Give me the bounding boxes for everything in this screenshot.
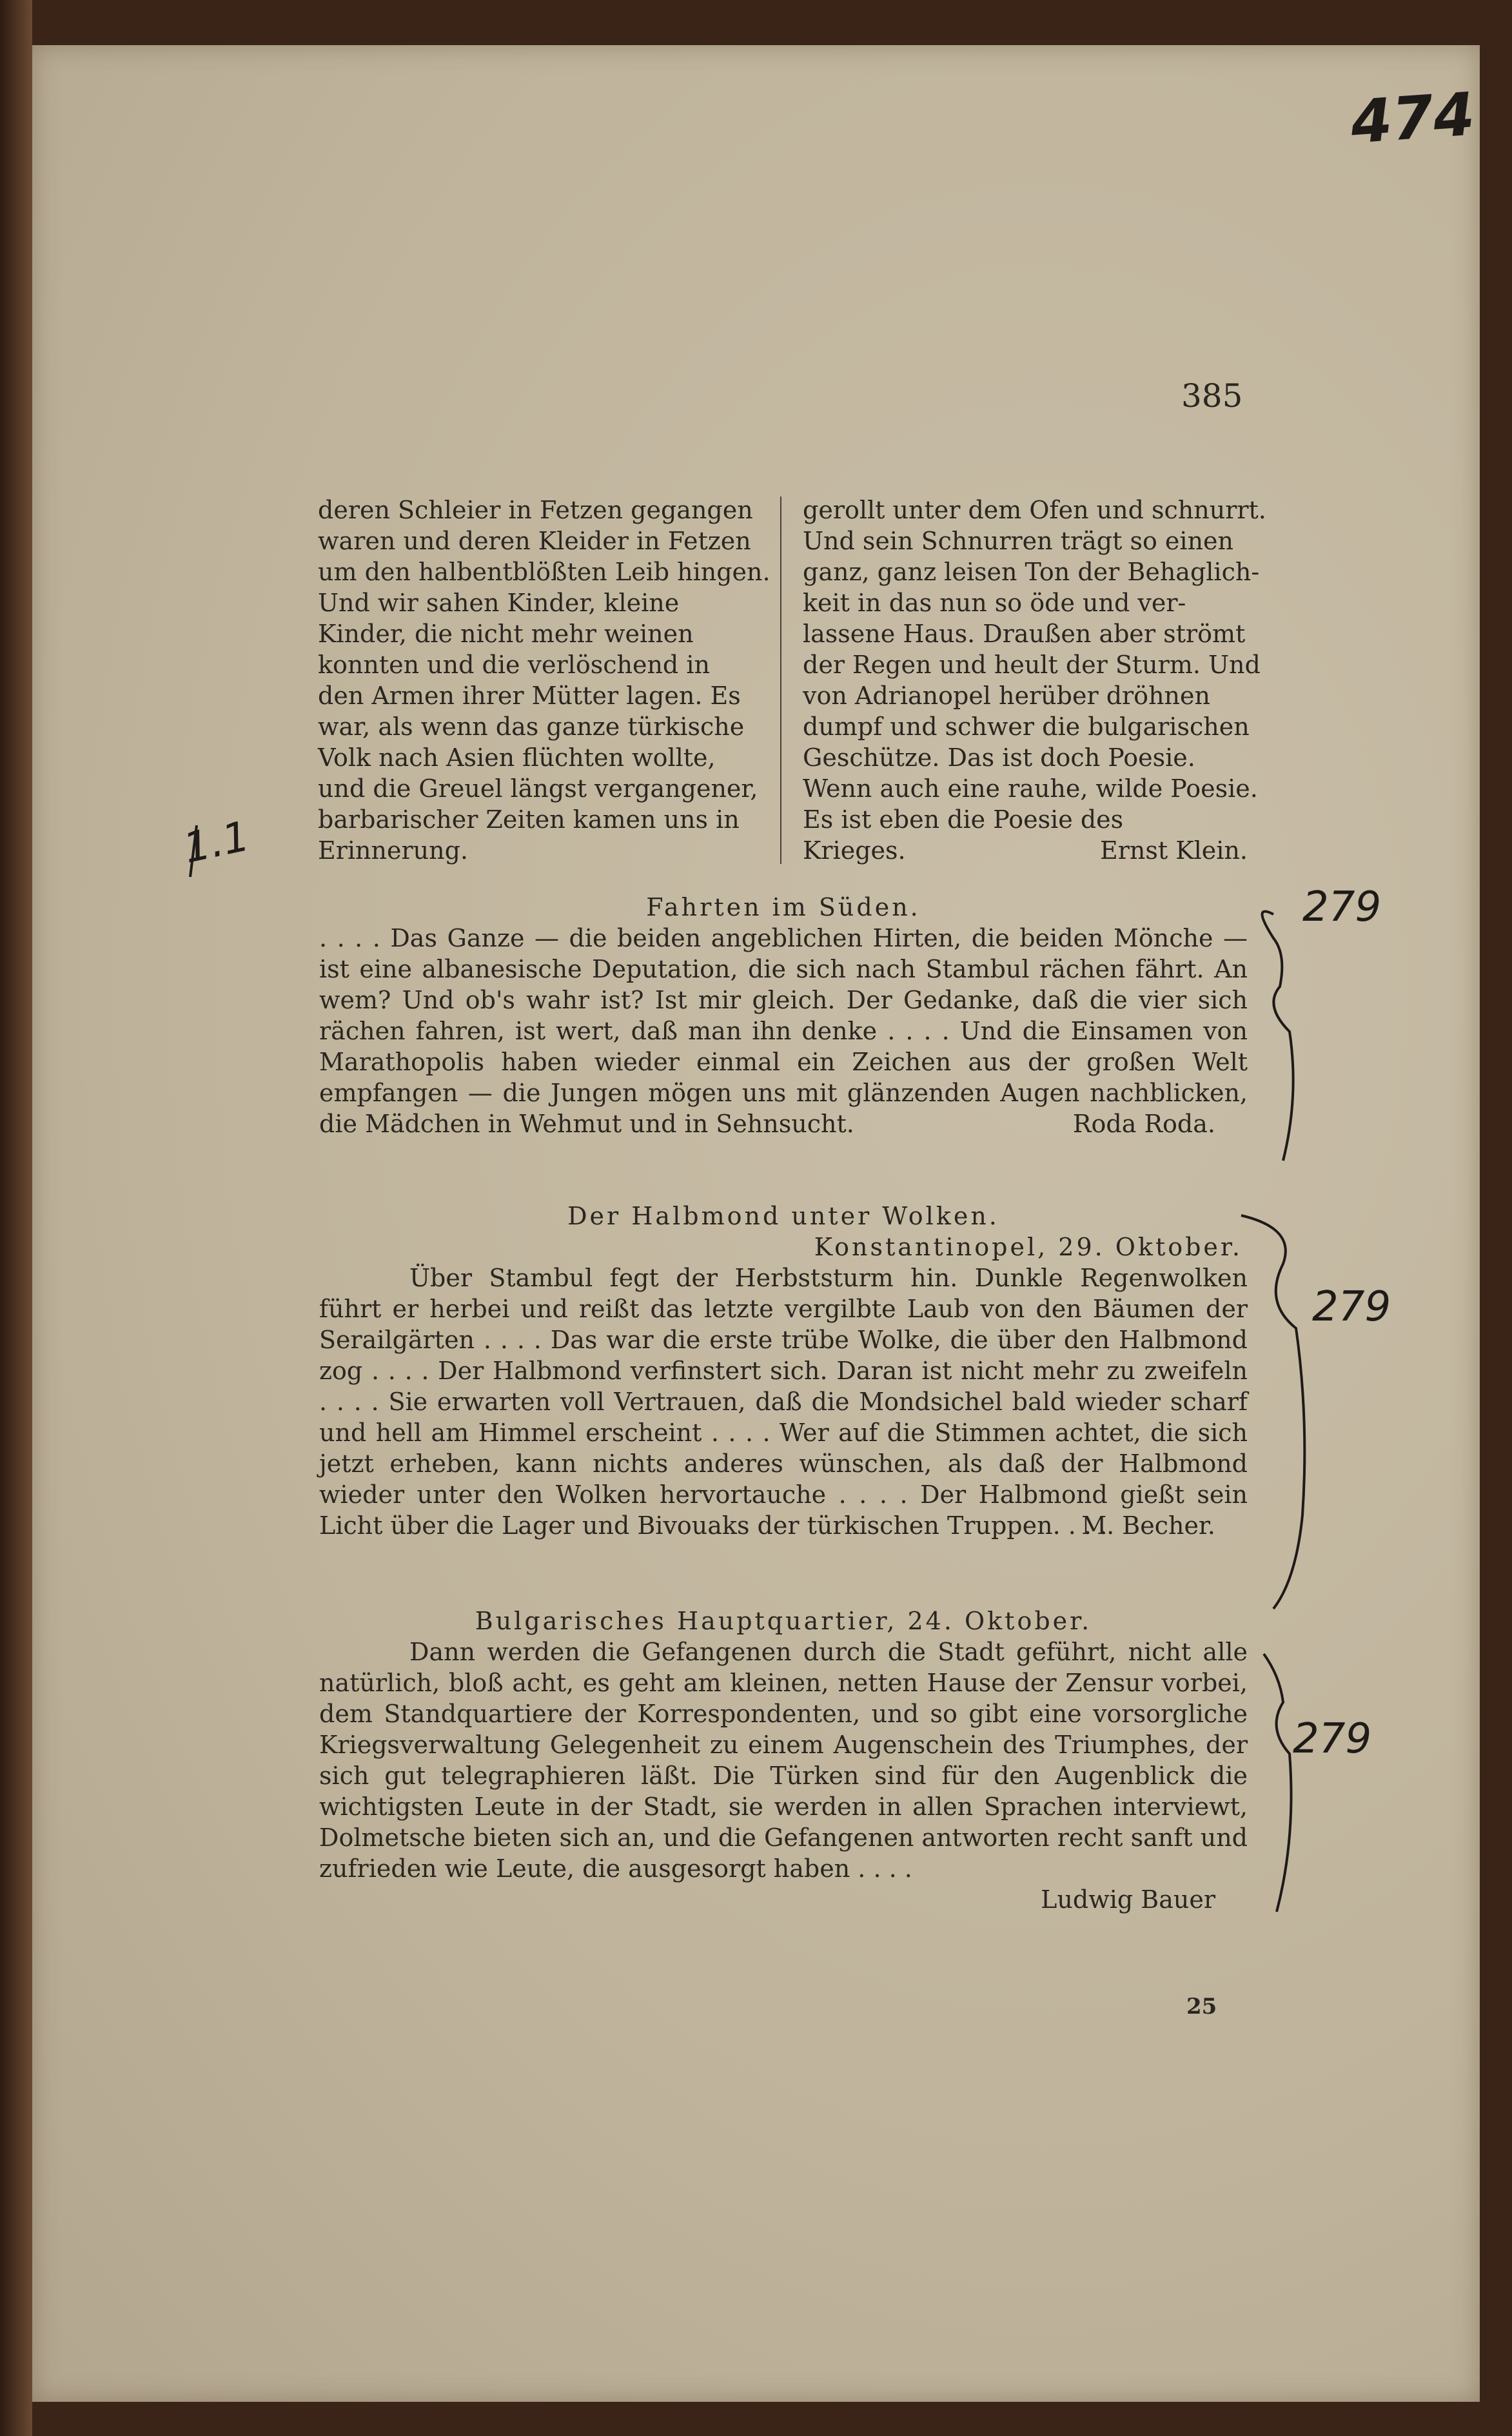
section-title: Bulgarisches Hauptquartier, 24. Oktober.	[475, 1607, 1092, 1635]
left-line: Und wir sahen Kinder, kleine	[318, 589, 680, 617]
right-line: ganz, ganz leisen Ton der Behaglich-	[803, 558, 1260, 586]
right-line: Wenn auch eine rauhe, wilde Poesie.	[803, 774, 1258, 803]
margin-note-right-3: 279	[1293, 1715, 1372, 1763]
right-line: von Adrianopel herüber dröhnen	[803, 682, 1210, 710]
section-text: Dann werden die Gefangenen durch die Stadt geführt, nicht alle natürlich, bloß acht, es geht am kleinen, netten Hause der Zensur vorbei, dem Standquartiere der Korrespondenten, und so gibt eine vorsorgliche Kriegsverwaltung Gelegenheit zu einem Augenschein des Triumphes, der sich gut telegraphieren läßt. Die Türken sind für den Augenblick die wichtigsten Leute in der Stadt, sie werden in allen Sprachen interviewt, Dolmetsche bieten sich an, und die Gefangenen antworten recht sanft und zufrieden wie Leute, die ausgesorgt haben . . . .	[319, 1638, 1248, 1883]
right-line: Geschütze. Das ist doch Poesie.	[803, 743, 1195, 772]
author-ernst-klein: Ernst Klein.	[1100, 836, 1248, 865]
left-line: Erinnerung.	[318, 836, 469, 865]
right-line: lassene Haus. Draußen aber strömt	[803, 620, 1246, 648]
pen-bracket-2	[1241, 1215, 1304, 1609]
right-last-word: Krieges.	[803, 836, 906, 865]
right-line: dumpf und schwer die bulgarischen	[803, 712, 1250, 741]
left-line: Kinder, die nicht mehr weinen	[318, 620, 694, 648]
left-line: konnten und die verlöschend in	[318, 651, 710, 679]
right-line: gerollt unter dem Ofen und schnurrt.	[803, 496, 1266, 524]
pen-mark-left	[190, 825, 197, 877]
left-line: um den halbentblößten Leib hingen.	[318, 558, 771, 586]
margin-note-right-1: 279	[1302, 883, 1382, 931]
section-title: Der Halbmond unter Wolken.	[567, 1202, 999, 1230]
left-line: barbarischer Zeiten kamen uns in	[318, 805, 740, 834]
section-text: Über Stambul fegt der Herbststurm hin. Dunkle Regenwolken führt er herbei und reißt das letzte vergilbte Laub von den Bäumen der Serailgärten . . . . Das war die erste trübe Wolke, die über den Halbmond zog . . . . Der Halbmond verfinstert sich. Daran ist nicht mehr zu zweifeln . . . . Sie erwarten voll Vertrauen, daß die Mondsichel bald wieder scharf und hell am Himmel erscheint . . . . Wer auf die Stimmen achtet, die sich jetzt erheben, kann nichts anderes wünschen, als daß der Halbmond wieder unter den Wolken hervortauche . . . . Der Halbmond gießt sein Licht über die Lager und Bivouaks der türkischen Truppen. . . .	[319, 1264, 1248, 1540]
section-text: . . . . Das Ganze — die beiden angeblichen Hirten, die beiden Mönche — ist eine albanesische Deputation, die sich nach Stambul rächen fährt. An wem? Und ob's wahr ist? Ist mir gleich. Der Gedanke, daß die vier sich rächen fahren, ist wert, daß man ihn denke . . . . Und die Einsamen von Marathopolis haben wieder einmal ein Zeichen aus der großen Welt empfangen — die Jungen mögen uns mit glänzenden Augen nachblicken, die Mädchen in Wehmut und in Sehnsucht.	[319, 924, 1248, 1138]
pen-bracket-1	[1262, 912, 1293, 1161]
section-title: Fahrten im Süden.	[646, 893, 921, 921]
right-line: Und sein Schnurren trägt so einen	[803, 527, 1234, 555]
page-number: 385	[1181, 377, 1243, 415]
archive-number: 474	[1348, 79, 1477, 157]
margin-note-left: 1.1	[179, 812, 254, 873]
left-line: Volk nach Asien flüchten wollte,	[318, 743, 716, 772]
right-line: keit in das nun so öde und ver-	[803, 589, 1186, 617]
sheet-number: 25	[1186, 1994, 1217, 2019]
left-line: den Armen ihrer Mütter lagen. Es	[318, 682, 741, 710]
left-line: waren und deren Kleider in Fetzen	[318, 527, 751, 555]
author-roda-roda: Roda Roda.	[1072, 1110, 1215, 1138]
right-line: Es ist eben die Poesie des	[803, 805, 1124, 834]
left-line: deren Schleier in Fetzen gegangen	[318, 496, 753, 524]
author-m-becher: M. Becher.	[1081, 1511, 1215, 1540]
right-line: der Regen und heult der Sturm. Und	[803, 651, 1261, 679]
left-line: war, als wenn das ganze türkische	[318, 712, 745, 741]
left-line: und die Greuel längst vergangener,	[318, 774, 758, 803]
author-ludwig-bauer: Ludwig Bauer	[1041, 1885, 1215, 1914]
margin-note-right-2: 279	[1312, 1283, 1391, 1331]
pen-bracket-3	[1264, 1654, 1291, 1912]
section-dateline: Konstantinopel, 29. Oktober.	[814, 1233, 1242, 1261]
